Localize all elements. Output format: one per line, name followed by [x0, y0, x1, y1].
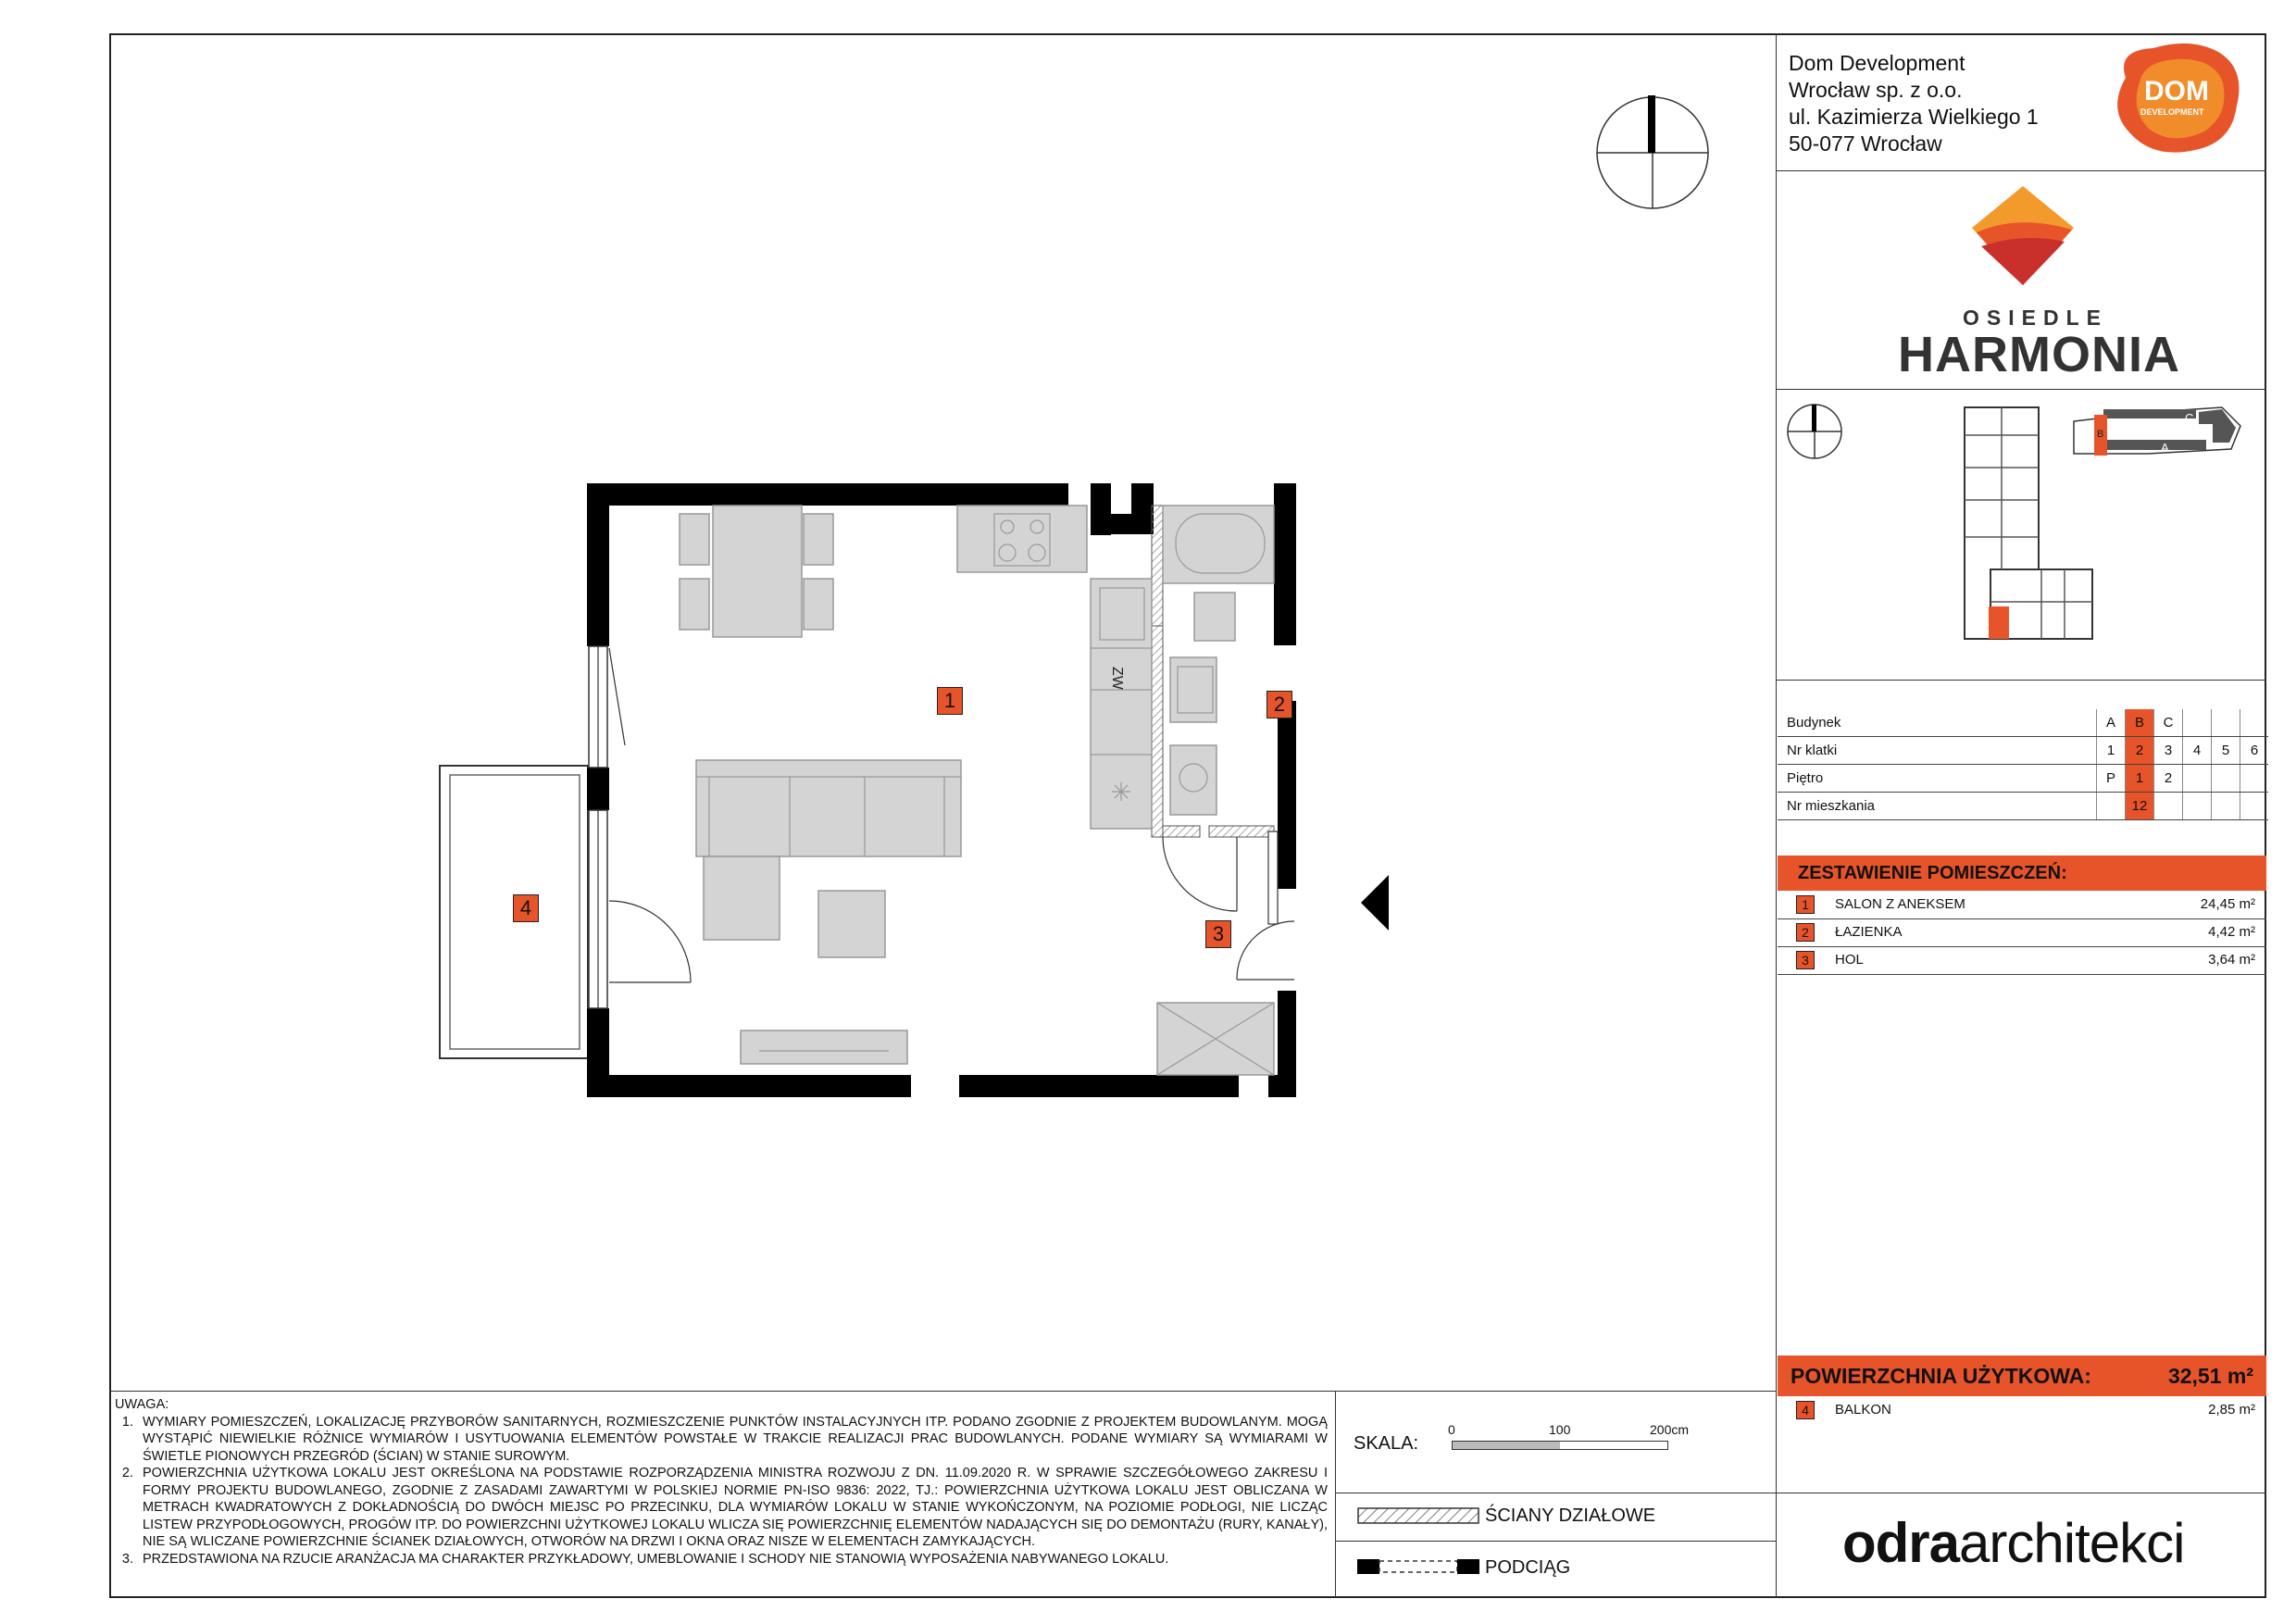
company-line: Wrocław sp. z o.o. [1789, 78, 1963, 102]
divider-legend [1335, 1541, 1776, 1542]
selector-option [2183, 709, 2212, 737]
company-line: Dom Development [1789, 51, 1965, 75]
company-address [1789, 50, 2039, 157]
room-number-badge: 1 [1796, 895, 1815, 914]
project-subtitle: OSIEDLE [1963, 306, 2108, 330]
selector-row-floor [1778, 765, 2268, 793]
room-number-badge: 2 [1796, 923, 1815, 942]
sidebar-divider [1776, 33, 1777, 1598]
balcony-row [1778, 1396, 2266, 1424]
room-name: SALON Z ANEKSEM [1835, 896, 1965, 912]
selector-option [2097, 793, 2126, 820]
dom-development-logo [2107, 41, 2246, 161]
room-area: 4,42 m² [2208, 924, 2255, 940]
beam-swatch [1357, 1559, 1479, 1574]
selector-option-selected: 12 [2126, 793, 2154, 820]
notes-list [115, 1414, 1328, 1568]
divider-company [1776, 170, 2266, 171]
legend-beam-label: PODCIĄG [1485, 1557, 1571, 1578]
room-row [1778, 891, 2266, 919]
selector-option [2240, 793, 2269, 820]
selector-option-selected: B [2126, 709, 2154, 737]
selector-option: 6 [2240, 737, 2269, 765]
room-name: ŁAZIENKA [1835, 924, 1903, 940]
selector-option: C [2154, 709, 2183, 737]
selector-option [2183, 765, 2212, 793]
apartment-selector-table [1778, 709, 2268, 820]
architect-logo [1842, 1511, 2184, 1576]
architect-logo-bold: odra [1842, 1512, 1960, 1574]
architect-logo-light: architekci [1959, 1512, 2185, 1574]
scale-bar [1452, 1441, 1668, 1450]
selector-option: 2 [2154, 765, 2183, 793]
room-number-badge: 3 [1796, 951, 1815, 969]
selector-option: 4 [2183, 737, 2212, 765]
scale-tick-label: 200cm [1650, 1422, 1690, 1437]
svg-text:B: B [2097, 429, 2104, 440]
plan-room-label: 1 [937, 687, 963, 715]
room-area: 24,45 m² [2200, 896, 2255, 912]
svg-text:A: A [2161, 441, 2169, 455]
note-item: 2. POWIERZCHNIA UŻYTKOWA LOKALU JEST OKREŚLONA NA PODSTAWIE ROZPORZĄDZENIA MINISTRA ROZWOJU Z DN. 11.09.2020 R. W SPRAWIE SZCZEGÓŁOWEGO ZAKRESU I FORMY PROJEKTU BUDOWLANEGO, ZGODNIE Z ZASADAMI ZAWARTYMI W POLSKIEJ NORMIE PN-ISO 9836: 2022, TJ.: POWIERZCHNIA UŻYTKOWA LOKALU JEST OBLICZANA W METRACH KWADRATOWYCH Z DOKŁADNOŚCIĄ DO DWÓCH MIEJSC PO PRZECINKU, DLA WYMIARÓW LOKALU W STANIE WYKOŃCZONYM, NA POZIOMIE PODŁOGI, NIE LICZĄC LISTEW PRZYPODŁOGOWYCH, PROGÓW ITP. DO POWIERZCHNI UŻYTKOWEJ LOKALU WLICZA SIĘ POWIERZCHNIĘ ELEMENTÓW NADAJĄCYCH SIĘ DO DEMONTAŻU (RURY, KANAŁY), NIE SĄ WLICZANE POWIERZCHNIE ŚCIANEK DZIAŁOWYCH, OTWORÓW NA DRZWI I OKNA ORAZ NISZE W ELEMENTACH ZAMYKAJĄCYCH. [137, 1465, 1328, 1551]
selector-option-selected: 1 [2126, 765, 2154, 793]
floor-plan [435, 477, 1416, 1097]
plan-room-label: 4 [513, 894, 539, 922]
keyplan-north-icon [1785, 402, 1844, 461]
selector-option [2183, 793, 2212, 820]
usable-area-total [1778, 1355, 2266, 1396]
selector-option [2212, 793, 2240, 820]
divider-brand [1776, 389, 2266, 390]
total-value: 32,51 m² [2167, 1364, 2253, 1388]
selector-row-apartment [1778, 793, 2268, 820]
selector-label: Nr mieszkania [1778, 793, 2097, 820]
divider-keyplan [1776, 680, 2266, 681]
note-item: 3. PRZEDSTAWIONA NA RZUCIE ARANŻACJA MA CHARAKTER PRZYKŁADOWY, UMEBLOWANIE I SCHODY NIE STANOWIĄ WYPOSAŻENIA NABYWANEGO LOKALU. [137, 1551, 1328, 1568]
company-line: 50-077 Wrocław [1789, 131, 1942, 156]
selector-option: P [2097, 765, 2126, 793]
divider-bottom-band [109, 1391, 1776, 1392]
project-title: HARMONIA [1898, 327, 2180, 382]
selector-label: Budynek [1778, 709, 2097, 737]
north-arrow-icon [1592, 93, 1713, 213]
rooms-header: ZESTAWIENIE POMIESZCZEŃ: [1778, 856, 2266, 891]
room-area: 2,85 m² [2208, 1402, 2255, 1418]
notes-block [115, 1396, 1328, 1568]
company-line: ul. Kazimierza Wielkiego 1 [1789, 105, 2039, 129]
scale-tick-label: 100 [1549, 1422, 1571, 1437]
notes-title: UWAGA: [115, 1397, 169, 1412]
selector-option-selected: 2 [2126, 737, 2154, 765]
selector-label: Nr klatki [1778, 737, 2097, 765]
harmonia-logo-icon [1963, 181, 2083, 293]
selector-label: Piętro [1778, 765, 2097, 793]
room-area: 3,64 m² [2208, 952, 2255, 968]
svg-text:C: C [2185, 411, 2194, 425]
svg-text:ZW: ZW [1109, 667, 1125, 690]
selector-option: 3 [2154, 737, 2183, 765]
selector-option [2240, 765, 2269, 793]
entrance-arrow-icon [1361, 875, 1389, 931]
svg-text:DOM: DOM [2144, 76, 2209, 106]
room-name: HOL [1835, 952, 1864, 968]
total-label: POWIERZCHNIA UŻYTKOWA: [1791, 1364, 2091, 1388]
svg-text:DEVELOPMENT: DEVELOPMENT [2140, 107, 2204, 117]
selector-option [2154, 793, 2183, 820]
divider-notes [1335, 1391, 1336, 1598]
selector-option [2212, 765, 2240, 793]
room-number-badge: 4 [1796, 1401, 1815, 1419]
selector-option: 5 [2212, 737, 2240, 765]
selector-option: A [2097, 709, 2126, 737]
note-item: 1. WYMIARY POMIESZCZEŃ, LOKALIZACJĘ PRZYBORÓW SANITARNYCH, ROZMIESZCZENIE PUNKTÓW INSTALACYJNYCH ITP. PODANO ZGODNIE Z PROJEKTEM BUDOWLANYM. MOGĄ WYSTĄPIĆ NIEWIELKIE RÓŻNICE WYMIARÓW I USYTUOWANIA ELEMENTÓW POWSTAŁE W TRAKCIE REALIZACJI PRAC BUDOWLANYCH. PODANE WYMIARY SĄ WYMIARAMI W ŚWIETLE PIONOWYCH PRZEGRÓD (ŚCIAN) W STANIE SUROWYM. [137, 1414, 1328, 1466]
keyplan-building-map [1953, 398, 2259, 657]
furniture [680, 506, 1274, 1075]
plan-room-label: 3 [1205, 920, 1231, 948]
room-name: BALKON [1835, 1402, 1891, 1418]
selector-row-staircase [1778, 737, 2268, 765]
room-row [1778, 918, 2266, 947]
doors [1163, 831, 1294, 980]
selector-option [2240, 709, 2269, 737]
selector-option [2212, 709, 2240, 737]
scale-label: SKALA: [1354, 1433, 1419, 1454]
partition-wall-swatch [1357, 1507, 1479, 1524]
selector-option: 1 [2097, 737, 2126, 765]
room-row [1778, 946, 2266, 975]
plan-room-label: 2 [1267, 691, 1292, 718]
legend-walls-label: ŚCIANY DZIAŁOWE [1485, 1505, 1656, 1526]
scale-tick-label: 0 [1448, 1422, 1455, 1437]
selector-row-building [1778, 709, 2268, 737]
